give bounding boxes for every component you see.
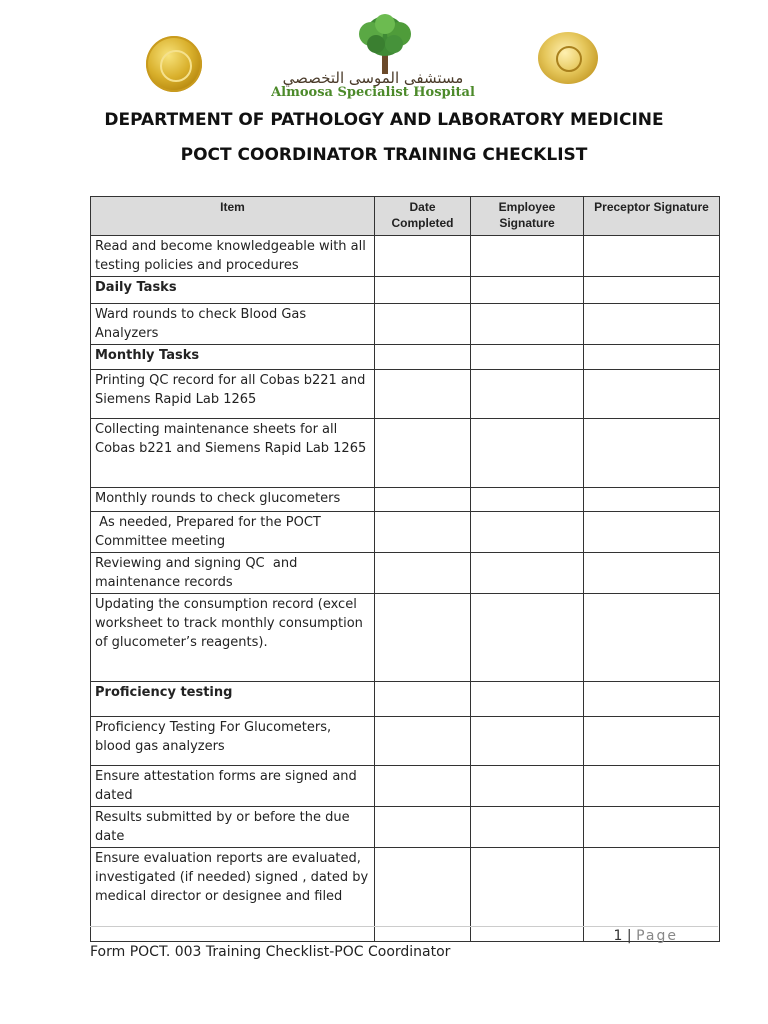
training-checklist-table — [90, 196, 720, 942]
preceptor-signature-cell[interactable] — [584, 304, 720, 345]
employee-signature-cell — [471, 277, 584, 304]
column-header-date-completed: Date Completed — [375, 197, 471, 236]
hospital-name-arabic: مستشفى الموسى التخصصي — [282, 69, 464, 87]
page-label: Page — [636, 928, 678, 944]
document-header — [0, 0, 768, 100]
preceptor-signature-cell[interactable] — [584, 553, 720, 594]
employee-signature-cell[interactable] — [471, 807, 584, 848]
section-row — [91, 345, 720, 370]
date-completed-cell — [375, 277, 471, 304]
date-completed-cell[interactable] — [375, 594, 471, 682]
hospital-tree-logo-icon — [344, 14, 426, 76]
preceptor-signature-cell[interactable] — [584, 370, 720, 419]
section-heading: Daily Tasks — [91, 277, 375, 304]
page-number — [560, 928, 678, 944]
table-row — [91, 512, 720, 553]
section-heading: Proficiency testing — [91, 682, 375, 717]
checklist-item-text: Read and become knowledgeable with all testing policies and procedures — [91, 236, 375, 277]
date-completed-cell[interactable] — [375, 236, 471, 277]
preceptor-signature-cell[interactable] — [584, 807, 720, 848]
date-completed-cell[interactable] — [375, 717, 471, 766]
preceptor-signature-cell — [584, 277, 720, 304]
employee-signature-cell[interactable] — [471, 488, 584, 512]
page-number-value: 1 — [613, 928, 623, 944]
table-row — [91, 594, 720, 682]
section-row — [91, 277, 720, 304]
date-completed-cell[interactable] — [375, 488, 471, 512]
date-completed-cell[interactable] — [375, 766, 471, 807]
table-row — [91, 807, 720, 848]
column-header-item: Item — [91, 197, 375, 236]
footer-divider — [90, 926, 718, 927]
preceptor-signature-cell[interactable] — [584, 717, 720, 766]
date-completed-cell[interactable] — [375, 848, 471, 942]
checklist-item-text: Results submitted by or before the due date — [91, 807, 375, 848]
section-row — [91, 682, 720, 717]
employee-signature-cell[interactable] — [471, 594, 584, 682]
checklist-item-text: Ward rounds to check Blood Gas Analyzers — [91, 304, 375, 345]
date-completed-cell[interactable] — [375, 512, 471, 553]
page-number-separator: | — [626, 928, 632, 944]
preceptor-signature-cell[interactable] — [584, 766, 720, 807]
table-row — [91, 236, 720, 277]
table-row — [91, 419, 720, 488]
employee-signature-cell[interactable] — [471, 304, 584, 345]
date-completed-cell[interactable] — [375, 304, 471, 345]
employee-signature-cell[interactable] — [471, 766, 584, 807]
employee-signature-cell[interactable] — [471, 370, 584, 419]
section-heading: Monthly Tasks — [91, 345, 375, 370]
date-completed-cell[interactable] — [375, 419, 471, 488]
preceptor-signature-cell[interactable] — [584, 236, 720, 277]
table-header-row — [91, 197, 720, 236]
employee-signature-cell[interactable] — [471, 512, 584, 553]
preceptor-signature-cell[interactable] — [584, 488, 720, 512]
checklist-item-text: Ensure evaluation reports are evaluated, investigated (if needed) signed , dated by medical director or designee and filed — [91, 848, 375, 942]
checklist-item-text: Proficiency Testing For Glucometers, blood gas analyzers — [91, 717, 375, 766]
date-completed-cell — [375, 345, 471, 370]
preceptor-signature-cell[interactable] — [584, 512, 720, 553]
date-completed-cell — [375, 682, 471, 717]
date-completed-cell[interactable] — [375, 807, 471, 848]
date-completed-cell[interactable] — [375, 370, 471, 419]
employee-signature-cell[interactable] — [471, 419, 584, 488]
date-completed-cell[interactable] — [375, 553, 471, 594]
column-header-preceptor-signature: Preceptor Signature — [584, 197, 720, 236]
checklist-item-text: As needed, Prepared for the POCT Committee meeting — [91, 512, 375, 553]
checklist-item-text: Collecting maintenance sheets for all Cobas b221 and Siemens Rapid Lab 1265 — [91, 419, 375, 488]
accreditation-seal-icon — [146, 36, 202, 92]
award-seal-icon — [538, 32, 598, 84]
form-identifier: Form POCT. 003 Training Checklist-POC Coordinator — [90, 944, 451, 960]
column-header-employee-signature: Employee Signature — [471, 197, 584, 236]
preceptor-signature-cell[interactable] — [584, 594, 720, 682]
employee-signature-cell[interactable] — [471, 236, 584, 277]
checklist-item-text: Monthly rounds to check glucometers — [91, 488, 375, 512]
table-row — [91, 304, 720, 345]
checklist-item-text: Reviewing and signing QC and maintenance records — [91, 553, 375, 594]
table-row — [91, 553, 720, 594]
hospital-name-english: Almoosa Specialist Hospital — [271, 85, 475, 100]
checklist-item-text: Updating the consumption record (excel worksheet to track monthly consumption of glucometer’s reagents). — [91, 594, 375, 682]
checklist-item-text: Ensure attestation forms are signed and dated — [91, 766, 375, 807]
table-row — [91, 370, 720, 419]
employee-signature-cell — [471, 345, 584, 370]
table-row — [91, 488, 720, 512]
table-row — [91, 717, 720, 766]
department-title: DEPARTMENT OF PATHOLOGY AND LABORATORY MEDICINE — [104, 110, 664, 130]
preceptor-signature-cell — [584, 682, 720, 717]
table-row — [91, 766, 720, 807]
employee-signature-cell — [471, 682, 584, 717]
checklist-item-text: Printing QC record for all Cobas b221 and Siemens Rapid Lab 1265 — [91, 370, 375, 419]
employee-signature-cell[interactable] — [471, 717, 584, 766]
checklist-title: POCT COORDINATOR TRAINING CHECKLIST — [180, 145, 588, 165]
preceptor-signature-cell[interactable] — [584, 419, 720, 488]
employee-signature-cell[interactable] — [471, 553, 584, 594]
preceptor-signature-cell — [584, 345, 720, 370]
